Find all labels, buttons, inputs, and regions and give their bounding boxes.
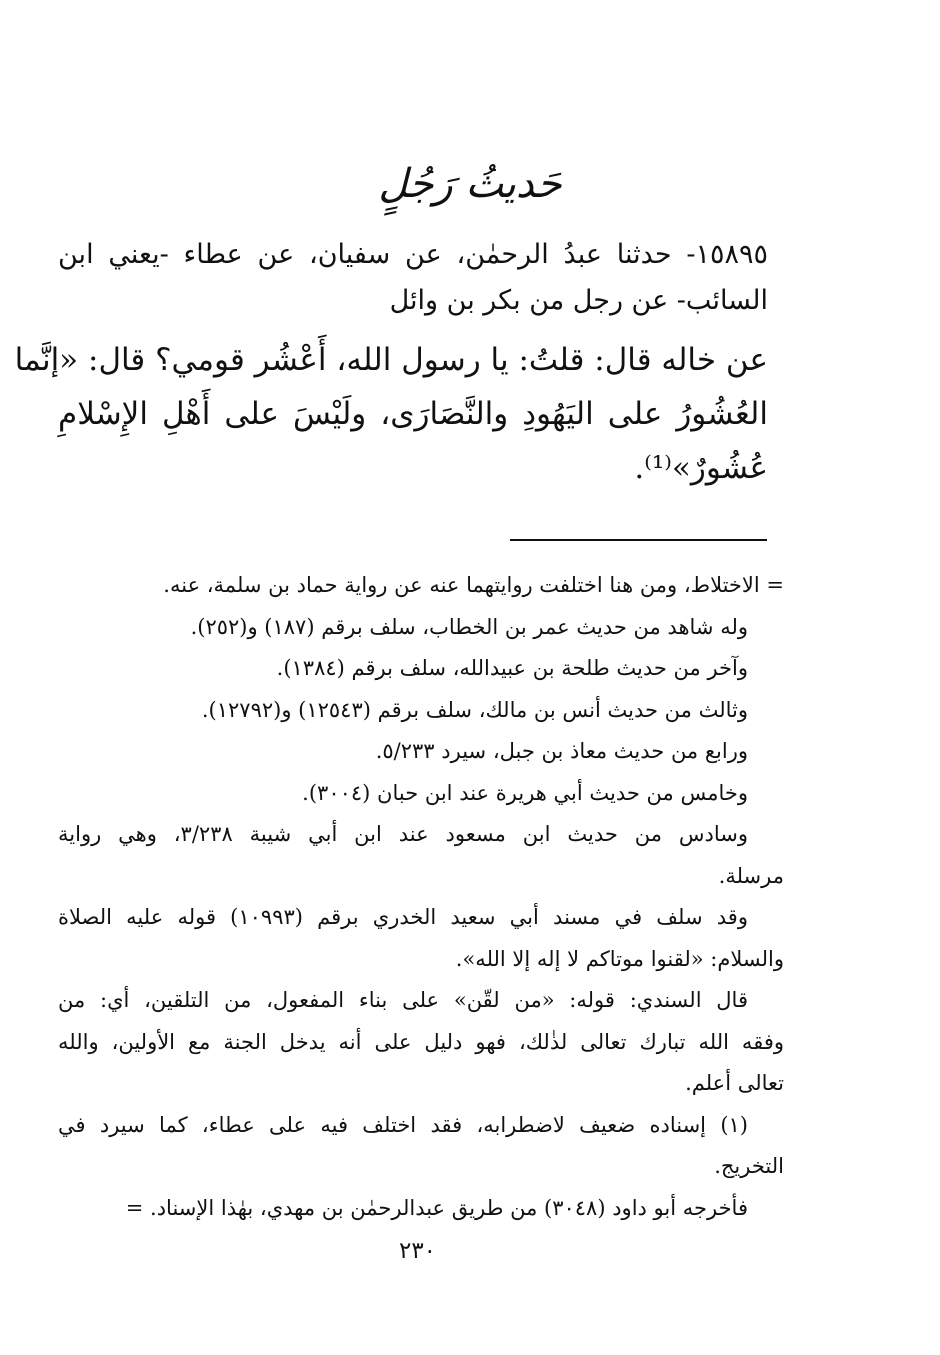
footnotes (58, 565, 784, 1229)
footnote-line: وله شاهد من حديث عمر بن الخطاب، سلف برقم (١٨٧) و(٢٥٢). (190, 614, 748, 639)
hadith-text-line: العُشُورُ على اليَهُودِ والنَّصَارَى، ولَيْسَ على أَهْلِ الإِسْلامِ (58, 396, 768, 432)
page-number: ٢٣٠ (398, 1238, 437, 1264)
hadith-chain-line: السائب- عن رجل من بكر بن وائل (389, 285, 768, 316)
hadith-chain (58, 232, 768, 324)
footnote-line: وآخر من حديث طلحة بن عبيدالله، سلف برقم (١٣٨٤). (276, 656, 748, 680)
footnote-line: التخريج. (714, 1154, 784, 1178)
hadith-text-line: عُشُورٌ»⁽¹⁾. (634, 450, 768, 486)
hadith-text-line: عن خاله قال: قلتُ: يا رسول الله، أَعْشُر قومي؟ قال: «إنَّما (14, 342, 768, 378)
footnote-line: = الاختلاط، ومن هنا اختلفت روايتهما عنه عن رواية حماد بن سلمة، عنه. (163, 573, 784, 597)
footnote-line: تعالى أعلم. (685, 1071, 784, 1095)
footnote-separator (510, 539, 767, 541)
footnote-line: وخامس من حديث أبي هريرة عند ابن حبان (٣٠٠٤). (302, 780, 748, 805)
footnote-line: مرسلة. (718, 863, 784, 888)
footnote-line: ورابع من حديث معاذ بن جبل، سيرد ٥/٢٣٣. (375, 739, 748, 763)
footnote-line: قال السندي: قوله: «من لقّن» على بناء المفعول، من التلقين، أي: من (58, 988, 748, 1012)
hadith-chain-line: ١٥٨٩٥- حدثنا عبدُ الرحمٰن، عن سفيان، عن عطاء -يعني ابن (58, 239, 768, 270)
footnote-line: وفقه الله تبارك تعالى لذٰلك، فهو دليل على أنه يدخل الجنة مع الأولين، والله (58, 1029, 784, 1054)
footnote-line: وسادس من حديث ابن مسعود عند ابن أبي شيبة ٣/٢٣٨، وهي رواية (58, 822, 748, 846)
hadith-text (14, 333, 768, 495)
footnote-line: وقد سلف في مسند أبي سعيد الخدري برقم (١٠٩٩٣) قوله عليه الصلاة (58, 905, 748, 929)
footnote-line: والسلام: «لقنوا موتاكم لا إله إلا الله». (455, 946, 784, 971)
footnote-line: وثالث من حديث أنس بن مالك، سلف برقم (١٢٥٤٣) و(١٢٧٩٢). (201, 697, 748, 722)
footnote-line: (١) إسناده ضعيف لاضطرابه، فقد اختلف فيه على عطاء، كما سيرد في (58, 1112, 748, 1137)
section-title: حَديثُ رَجُلٍ (378, 161, 562, 207)
footnote-line: فأخرجه أبو داود (٣٠٤٨) من طريق عبدالرحمٰن بن مهدي، بهٰذا الإسناد. = (125, 1195, 748, 1220)
